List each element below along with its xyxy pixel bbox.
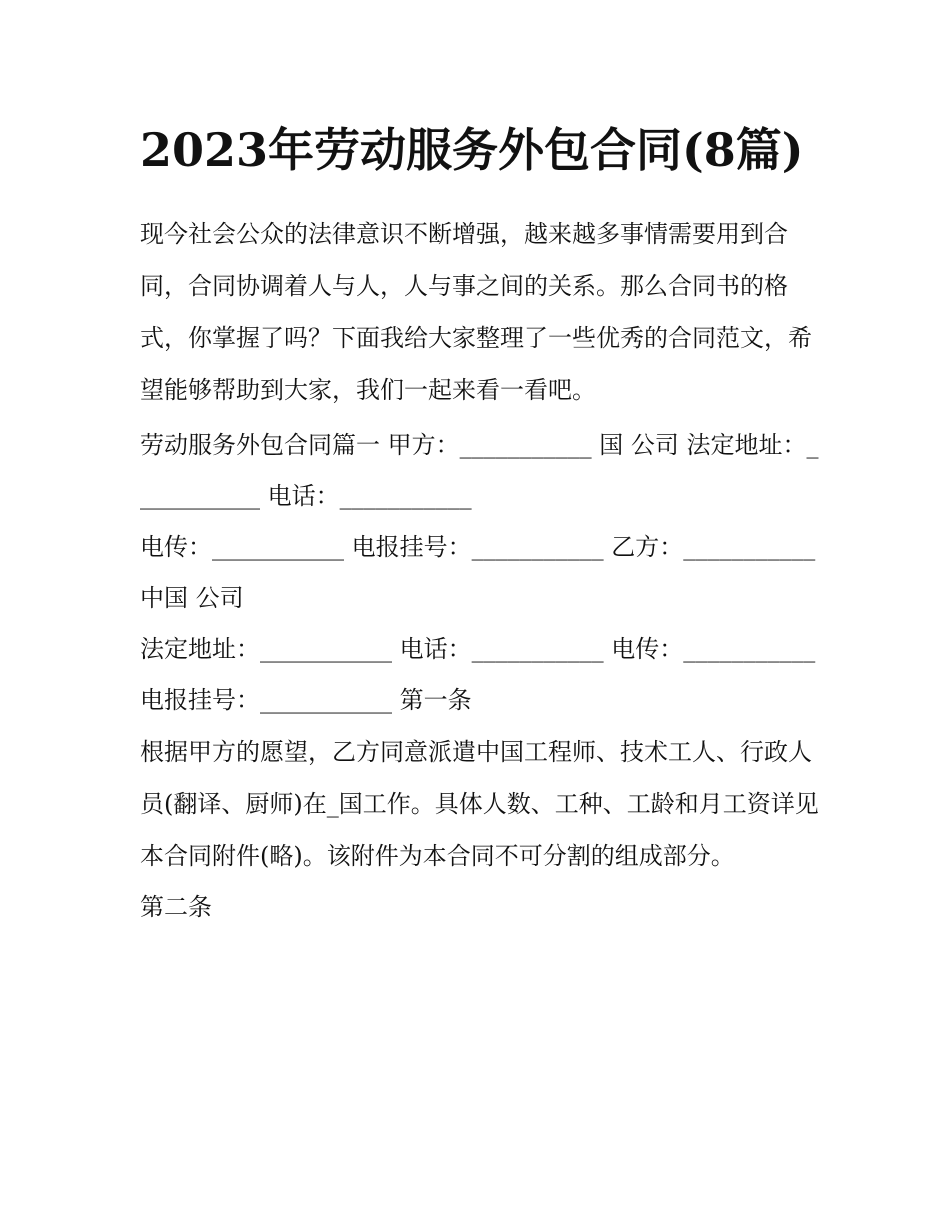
article-one-body: 根据甲方的愿望，乙方同意派遣中国工程师、技术工人、行政人员(翻译、厨师)在_国工作。具体人数、工种、工龄和月工资详见本合同附件(略)。该附件为本合同不可分割的组成部分。 [140, 738, 819, 870]
intro-paragraph: 现今社会公众的法律意识不断增强，越来越多事情需要用到合同，合同协调着人与人，人与事之间的关系。那么合同书的格式，你掌握了吗？下面我给大家整理了一些优秀的合同范文，希望能够帮助到大家，我们一起来看一看吧。 [140, 220, 812, 404]
party-b-cable-article-one: 电报挂号：___________ 第一条 [140, 686, 472, 714]
party-b-address: 法定地址：___________ 电话：___________ 电传：___________ [140, 635, 816, 663]
party-a-fax-party-b: 电传：___________ 电报挂号：___________ 乙方：___________中国 公司 [140, 533, 816, 612]
document-page [140, 112, 820, 933]
article-two-heading: 第二条 [140, 893, 212, 921]
party-a-info: 劳动服务外包合同篇一 甲方：___________ 国 公司 法定地址：___________ 电话：___________ [140, 431, 819, 510]
document-title: 2023年劳动服务外包合同(8篇) [140, 123, 804, 177]
